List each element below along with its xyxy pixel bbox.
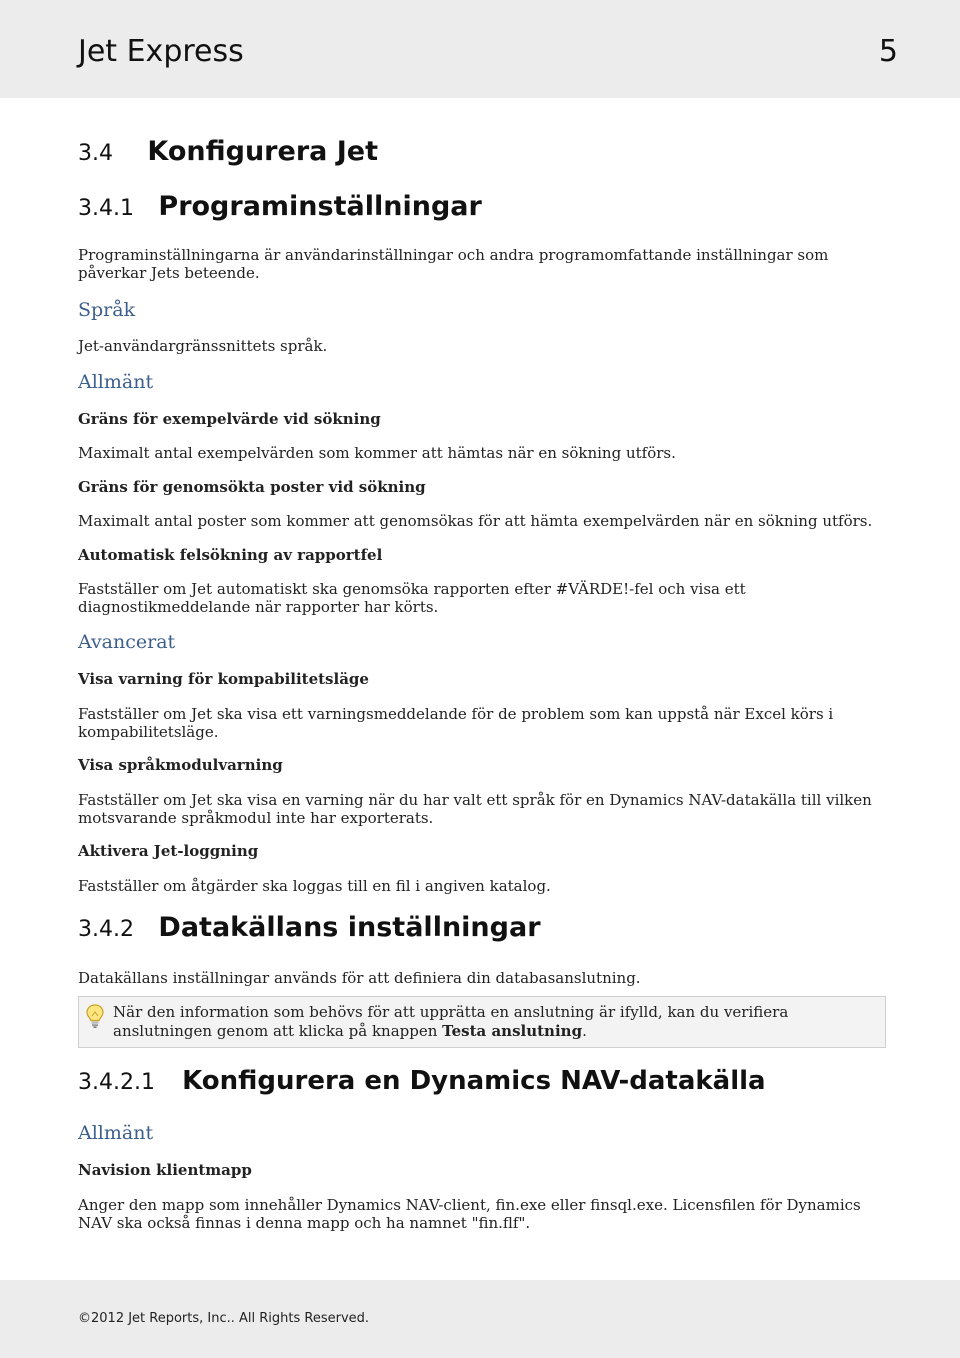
setting-description: Maximalt antal poster som kommer att genomsökas för att hämta exempelvärden när en sökning utförs. — [78, 512, 873, 530]
heading-3-4-1 — [78, 191, 482, 222]
heading-3-4-2-1 — [78, 1066, 766, 1096]
heading-title: Programinställningar — [158, 191, 482, 222]
setting-description: Anger den mapp som innehåller Dynamics NAV-client, fin.exe eller finsql.exe. Licensfilen för Dynamics NAV ska också finnas i denna mapp och ha namnet "fin.flf". — [78, 1196, 861, 1232]
document-title: Jet Express — [78, 34, 244, 69]
heading-3-4-2 — [78, 912, 541, 943]
copyright-text: ©2012 Jet Reports, Inc.. All Rights Reserved. — [78, 1311, 370, 1326]
page-header — [0, 0, 960, 98]
setting-description: Fastställer om Jet ska visa en varning när du har valt ett språk för en Dynamics NAV-datakälla till vilken motsvarande språkmodul inte har exporterats. — [78, 791, 872, 827]
heading-title: Konfigurera Jet — [147, 136, 379, 167]
heading-number: 3.4.2 — [78, 917, 134, 942]
heading-number: 3.4.2.1 — [78, 1070, 155, 1095]
setting-description: Fastställer om Jet automatiskt ska genomsöka rapporten efter #VÄRDE!-fel och visa ett diagnostikmeddelande när rapporter har körts. — [78, 580, 746, 616]
heading-number: 3.4 — [78, 141, 113, 166]
setting-title: Navision klientmapp — [78, 1161, 252, 1179]
note-text-part: När den information som behövs för att upprätta en anslutning är ifylld, kan du verifiera anslutningen genom att klicka på knappen — [113, 1003, 789, 1040]
section-heading-general-2: Allmänt — [78, 1122, 154, 1144]
setting-title: Automatisk felsökning av rapportfel — [78, 546, 383, 564]
tip-note-box — [78, 996, 886, 1048]
setting-title: Visa varning för kompabilitetsläge — [78, 670, 369, 688]
heading-title: Datakällans inställningar — [158, 912, 541, 943]
page-footer — [0, 1280, 960, 1358]
setting-description: Fastställer om åtgärder ska loggas till en fil i angiven katalog. — [78, 877, 551, 895]
section-heading-advanced: Avancerat — [78, 631, 176, 653]
language-description: Jet-användargränssnittets språk. — [78, 337, 328, 355]
setting-title: Visa språkmodulvarning — [78, 756, 283, 774]
page-number: 5 — [878, 34, 898, 69]
lightbulb-icon — [85, 1003, 105, 1029]
intro-paragraph: Programinställningarna är användarinställningar och andra programomfattande inställningar som påverkar Jets beteende. — [78, 246, 829, 282]
setting-title: Gräns för exempelvärde vid sökning — [78, 410, 381, 428]
setting-title: Aktivera Jet-loggning — [78, 842, 259, 860]
tip-note-text — [113, 1003, 878, 1041]
setting-description: Fastställer om Jet ska visa ett varningsmeddelande för de problem som kan uppstå när Excel körs i kompabilitetsläge. — [78, 705, 834, 741]
section-heading-language: Språk — [78, 299, 136, 321]
heading-3-4 — [78, 136, 378, 167]
datasource-intro: Datakällans inställningar används för att definiera din databasanslutning. — [78, 969, 641, 987]
setting-description: Maximalt antal exempelvärden som kommer att hämtas när en sökning utförs. — [78, 444, 676, 462]
heading-title: Konfigurera en Dynamics NAV-datakälla — [182, 1066, 766, 1096]
test-connection-label: Testa anslutning — [442, 1022, 583, 1040]
setting-title: Gräns för genomsökta poster vid sökning — [78, 478, 426, 496]
section-heading-general: Allmänt — [78, 371, 154, 393]
heading-number: 3.4.1 — [78, 196, 134, 221]
note-text-part: . — [582, 1022, 587, 1040]
